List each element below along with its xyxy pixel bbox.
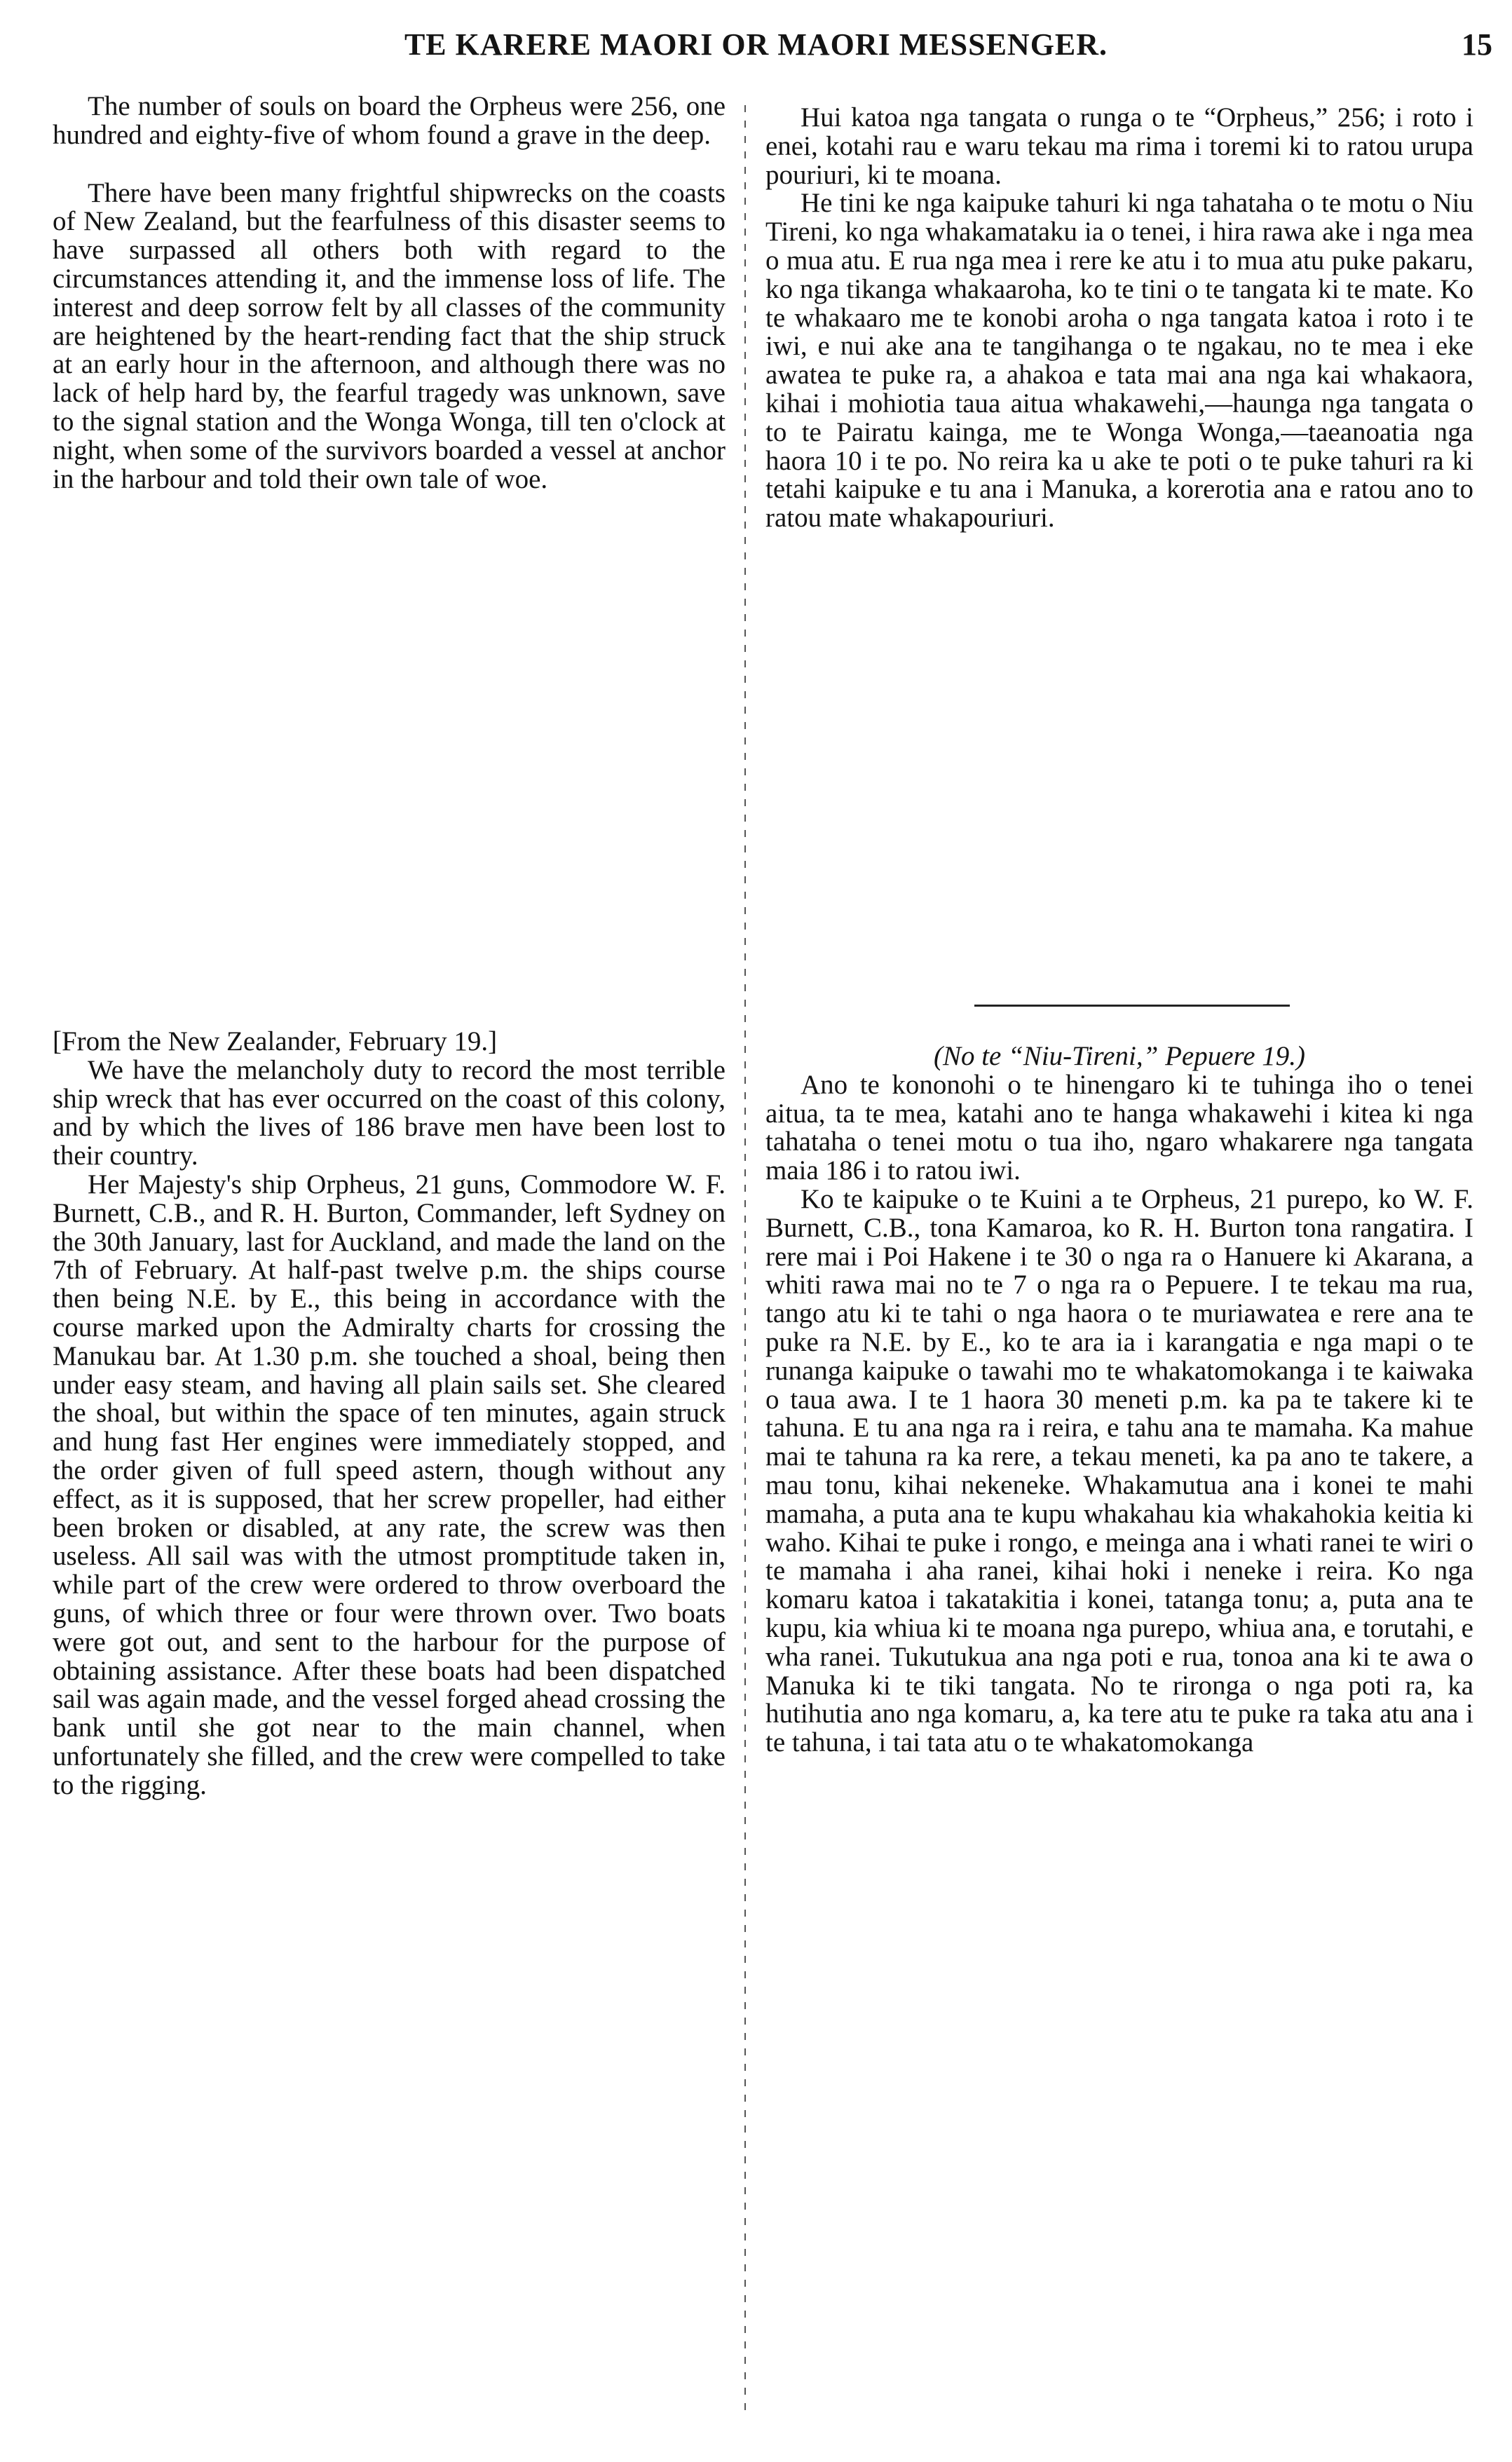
maori-article-top (765, 104, 1473, 533)
english-article-top (53, 93, 726, 494)
section-rule (974, 1005, 1290, 1007)
newspaper-title: TE KARERE MAORI OR MAORI MESSENGER. (404, 27, 1108, 62)
paragraph: The number of souls on board the Orpheus were 256, one hundred and eighty-five of whom found a grave in the deep. (53, 91, 726, 150)
paragraph: There have been many frightful shipwrecks on the coasts of New Zealand, but the fearfulness of this disaster seems to have surpassed all others both with regard to the circumstances attending it, and the immense loss of life. The interest and deep sorrow felt by all classes of the community are heightened by the heart-rending fact that the ship struck at an early hour in the afternoon, and although there was no lack of help hard by, the fearful tragedy was unknown, save to the signal station and the Wonga Wonga, till ten o'clock at night, when some of the survivors boarded a vessel at anchor in the harbour and told their own tale of woe. (53, 177, 726, 494)
paragraph: We have the melancholy duty to record the most terrible ship wreck that has ever occurred on the coast of this colony, and by which the lives of 186 brave men have been lost to their country. (53, 1054, 726, 1171)
page-header (0, 27, 1512, 76)
paragraph: He tini ke nga kaipuke tahuri ki nga tahataha o te motu o Niu Tireni, ko nga whakamataku ia o tenei, i hira rawa ake i nga mea o mua atu. E rua nga mea i rere ke atu i to mua atu puke pakaru, ko nga tikanga whakaaroha, ko te tini o te tangata ki te mate. Ko te whakaaro me te konobi aroha o nga tangata katoa i roto i te iwi, e nui ake ana te tangihanga o te ngakau, no te mea i eke awatea te puke ra, a ahakoa e tata mai ana nga kai whakaora, kihai i mohiotia taua aitua whakawehi,—haunga nga tangata o to te Pairatu kainga, me te Wonga Wonga,—taeanoatia nga haora 10 i te po. No reira ka u ake te poti o te puke tahuri ra ki tetahi kaipuke e tu ana i Manuka, a korerotia ana e ratou ano to ratou mate whakapouriuri. (765, 188, 1473, 533)
source-citation: [From the New Zealander, February 19.] (53, 1026, 498, 1056)
paragraph: Ano te kononohi o te hinengaro ki te tuhinga iho o tenei aitua, ta te mea, katahi ano te hanga whakawehi i kitea ki nga tahataha o tenei motu o tua iho, ngaro whakarere nga tangata maia 186 i to ratou iwi. (765, 1069, 1473, 1186)
paragraph: Ko te kaipuke o te Kuini a te Orpheus, 21 purepo, ko W. F. Burnett, C.B., tona Kamaroa, ko R. H. Burton tona rangatira. I rere mai i Poi Hakene i te 30 o nga ra o Hanuere ki Akarana, a whiti rawa mai no te 7 o nga ra o Pepuere. I te tekau ma rua, tango atu ki te tahi o nga haora o te muriawatea e rere ana te puke ra N.E. by E., ko te ara ia i karangatia e nga mapi o te runanga kaipuke o tawahi mo te whakatomokanga i te kaiwaka o taua awa. I te 1 haora 30 meneti p.m. ka pa te takere ki te tahuna. E tu ana nga ra i reira, e tahu ana te mamaha. Ka mahue mai te tahuna ra ka rere, a tekau meneti, ka pa ano te takere, a mau tonu, kihai nekeneke. Whakamutua ana i konei te mahi mamaha, a puta ana te kupu whakahau kia whakahokia keitia ki waho. Kihai te puke i rongo, e meinga ana i whati ranei te wiri o te mamaha i aha ranei, kihai hoki i neneke i reira. Ko nga komaru katoa i takatakitia i konei, tatanga tonu; a, puta ana te kupu, kia whiua ki te moana nga purepo, whiua ana, e torutahi, e wha ranei. Tukutukua ana nga poti e rua, tonoa ana ki te awa o Manuka ki te tiki tangata. No te rironga o nga poti ra, ka hutihutia ano nga komaru, a, ka tere atu te puke ra taka atu ana i te tahuna, i tai tata atu o te whakatomokanga (765, 1183, 1473, 1758)
english-article-bottom (53, 1028, 726, 1800)
paragraph: Her Majesty's ship Orpheus, 21 guns, Commodore W. F. Burnett, C.B., and R. H. Burton, Commander, left Sydney on the 30th January, last for Auckland, and made the land on the 7th of February. At half-past twelve p.m. the ships course then being N.E. by E., this being in accordance with the course marked upon the Admiralty charts for crossing the Manukau bar. At 1.30 p.m. she touched a shoal, being then under easy steam, and having all plain sails set. She cleared the shoal, but within the space of ten minutes, again struck and hung fast Her engines were immediately stopped, and the order given of full speed astern, though without any effect, as it is supposed, that her screw propeller, had either been broken or disabled, at any rate, the screw was then useless. All sail was with the utmost promptitude taken in, while part of the crew were ordered to throw overboard the guns, of which three or four were thrown over. Two boats were got out, and sent to the harbour for the purpose of obtaining assistance. After these boats had been dispatched sail was again made, and the vessel forged ahead crossing the bank until she got near to the main channel, when unfortunately she filled, and the crew were compelled to take to the rigging. (53, 1169, 726, 1800)
page-number: 15 (1462, 27, 1492, 62)
source-citation: (No te “Niu-Tireni,” Pepuere 19.) (933, 1041, 1306, 1071)
paragraph: Hui katoa nga tangata o runga o te “Orpheus,” 256; i roto i enei, kotahi rau e waru tekau ma rima i toremi ki to ratou urupa pouriuri, ki te moana. (765, 102, 1473, 190)
column-divider (744, 105, 746, 2419)
maori-article-bottom (765, 1042, 1473, 1757)
